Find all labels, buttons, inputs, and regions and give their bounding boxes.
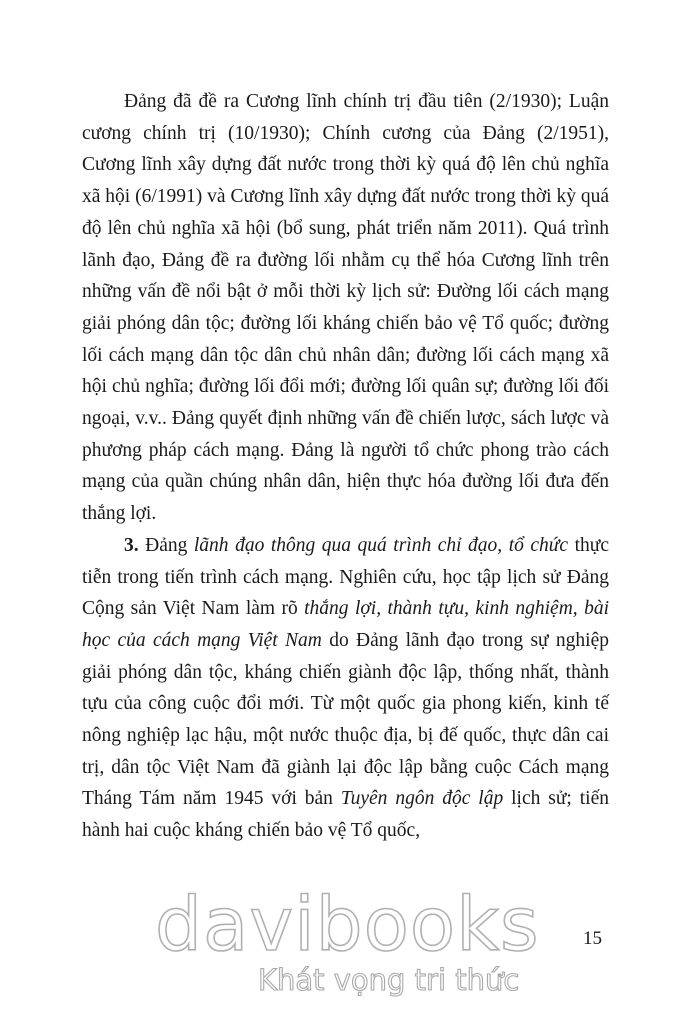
watermark-brand: davibooks bbox=[155, 882, 540, 968]
text-run: Đảng đã đề ra Cương lĩnh chính trị đầu tiên (2/1930); Luận cương chính trị (10/1930); Chính cương của Đảng (2/1951), Cương lĩnh xây dựng đất nước trong thời kỳ quá độ lên chủ nghĩa xã hội (6/1991) và Cương lĩnh xây dựng đất nước trong thời kỳ quá độ lên chủ nghĩa xã hội (bổ sung, phát triển năm 2011). Quá trình lãnh đạo, Đảng đề ra đường lối nhằm cụ thể hóa Cương lĩnh trên những vấn đề nổi bật ở mỗi thời kỳ lịch sử: Đường lối cách mạng giải phóng dân tộc; đường lối kháng chiến bảo vệ Tổ quốc; đường lối cách mạng dân tộc dân chủ nhân dân; đường lối cách mạng xã hội chủ nghĩa; đường lối đổi mới; đường lối quân sự; đường lối đối ngoại, v.v.. Đảng quyết định những vấn đề chiến lược, sách lược và phương pháp cách mạng. Đảng là người tổ chức phong trào cách mạng của quần chúng nhân dân, hiện thực hóa đường lối đưa đến thắng lợi. bbox=[82, 91, 609, 525]
text-run: thực tiễn trong tiến trình cách mạng. Nghiên cứu, học tập lịch sử Đảng Cộng sản Việt Nam làm rõ bbox=[82, 534, 609, 620]
section-number: 3. bbox=[124, 534, 139, 556]
text-run: do Đảng lãnh đạo trong sự nghiệp giải phóng dân tộc, kháng chiến giành độc lập, thống nhất, thành tựu của công cuộc đổi mới. Từ một quốc gia phong kiến, kinh tế nông nghiệp lạc hậu, một nước thuộc địa, bị đế quốc, thực dân cai trị, dân tộc Việt Nam đã giành lại độc lập bằng cuộc Cách mạng Tháng Tám năm 1945 với bản bbox=[82, 629, 610, 810]
paragraph bbox=[82, 86, 609, 530]
watermark-tagline: Khát vọng tri thức bbox=[258, 963, 520, 997]
paragraph bbox=[82, 530, 609, 847]
text-run: Đảng bbox=[138, 534, 194, 556]
emphasis-text: Tuyên ngôn độc lập bbox=[340, 788, 504, 810]
body-text bbox=[82, 86, 609, 847]
text-run: lịch sử; tiến hành hai cuộc kháng chiến bảo vệ Tổ quốc, bbox=[82, 788, 609, 842]
page-number: 15 bbox=[583, 928, 602, 949]
emphasis-text: lãnh đạo thông qua quá trình chỉ đạo, tổ chức bbox=[193, 534, 569, 556]
emphasis-text: thắng lợi, thành tựu, kinh nghiệm, bài học của cách mạng Việt Nam bbox=[82, 598, 609, 651]
